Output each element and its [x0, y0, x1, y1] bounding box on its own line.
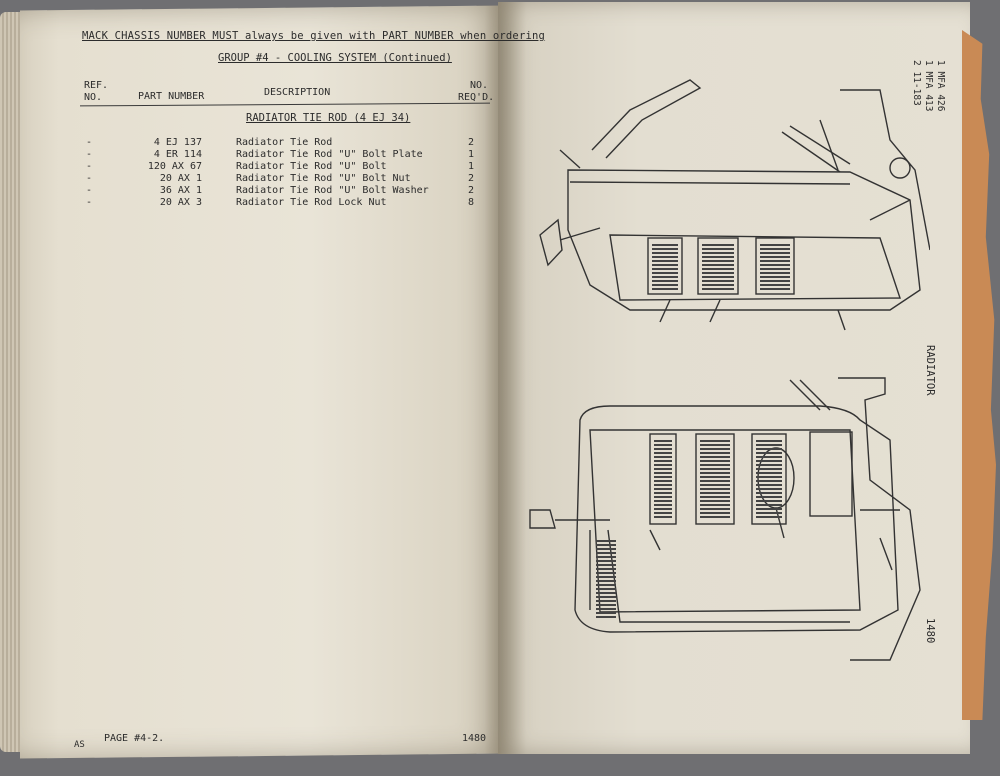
- table-row: - 4 EJ 137 Radiator Tie Rod 2: [86, 137, 475, 148]
- col-qty-bottom: REQ'D.: [458, 92, 495, 103]
- footer-page-number: 1480: [462, 733, 487, 744]
- side-label: RADIATOR: [924, 345, 936, 396]
- side-code: 1 MFA 413: [923, 60, 934, 112]
- table-row: - 20 AX 3 Radiator Tie Rod Lock Nut 8: [86, 197, 475, 208]
- group-title: GROUP #4 - COOLING SYSTEM (Continued): [218, 52, 452, 64]
- side-code: 2 11-183: [911, 60, 922, 106]
- table-row: - 120 AX 67 Radiator Tie Rod "U" Bolt 1: [86, 161, 475, 172]
- footer-initials: AS: [74, 740, 85, 750]
- side-code: 1 MFA 426: [935, 60, 946, 112]
- right-page-number: 1480: [924, 618, 936, 644]
- col-ref: REF.: [84, 80, 109, 91]
- col-description: DESCRIPTION: [264, 87, 331, 98]
- table-row: - 36 AX 1 Radiator Tie Rod "U" Bolt Washer 2: [86, 185, 475, 196]
- section-title: RADIATOR TIE ROD (4 EJ 34): [246, 112, 411, 124]
- table-row: - 20 AX 1 Radiator Tie Rod "U" Bolt Nut 2: [86, 173, 475, 184]
- parts-table: [86, 137, 496, 209]
- radiator-top-view-drawing: [520, 360, 930, 680]
- torn-page-edge: [962, 30, 996, 720]
- col-qty-top: NO.: [470, 80, 489, 91]
- radiator-side-view-drawing: [520, 60, 930, 350]
- footer-page-label: PAGE #4-2.: [104, 733, 165, 744]
- col-no: NO.: [84, 92, 103, 103]
- ordering-notice: MACK CHASSIS NUMBER MUST always be given with PART NUMBER when ordering: [82, 30, 546, 42]
- table-row: - 4 ER 114 Radiator Tie Rod "U" Bolt Plate 1: [86, 149, 475, 160]
- col-part-number: PART NUMBER: [138, 91, 205, 102]
